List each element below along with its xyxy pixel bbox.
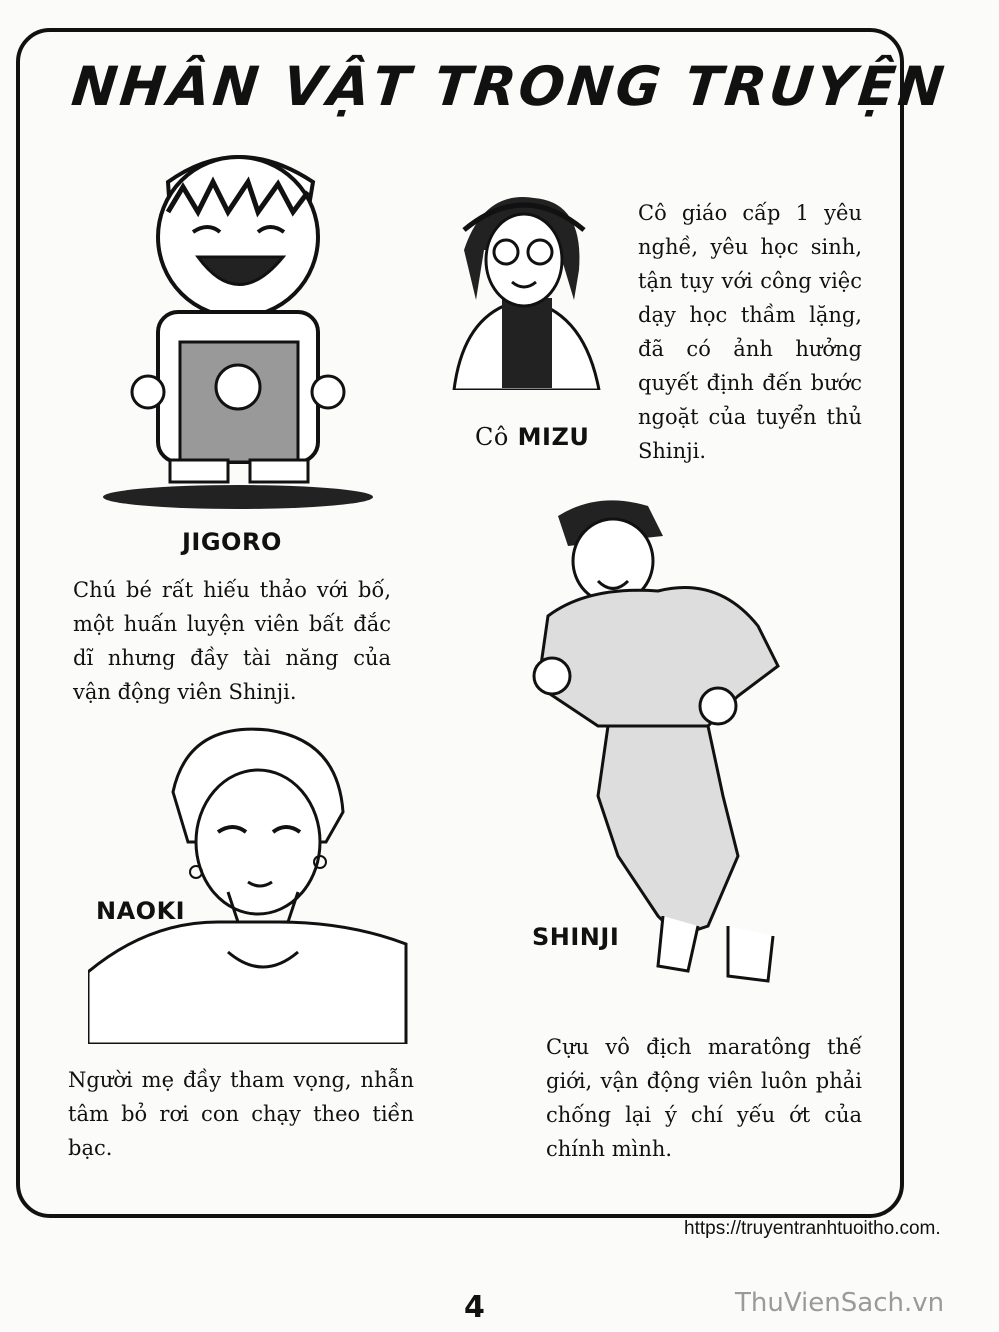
mizu-name-text: MIZU <box>517 423 590 451</box>
shinji-description: Cựu vô địch maratông thế giới, vận động viên luôn phải chống lại ý chí yếu ớt của chính mình. <box>546 1035 862 1161</box>
jigoro-description: Chú bé rất hiếu thảo với bố, một huấn luyện viên bất đắc dĩ nhưng đầy tài năng của vận động viên Shinji. <box>73 578 391 704</box>
naoki-description: Người mẹ đầy tham vọng, nhẫn tâm bỏ rơi con chạy theo tiền bạc. <box>68 1068 414 1160</box>
shinji-name: SHINJI <box>532 923 620 951</box>
source-url[interactable]: https://truyentranhtuoitho.com. <box>684 1218 941 1239</box>
naoki-illustration <box>88 722 408 1044</box>
mizu-description: Cô giáo cấp 1 yêu nghề, yêu học sinh, tận tụy với công việc dạy học thầm lặng, đã có ảnh hưởng quyết định đến bước ngoặt của tuyển thủ Shinji. <box>638 201 862 463</box>
naoki-name: NAOKI <box>96 897 186 925</box>
mizu-name <box>475 423 589 451</box>
page-number: 4 <box>464 1290 485 1325</box>
mizu-illustration <box>424 190 624 390</box>
jigoro-illustration <box>98 142 378 512</box>
jigoro-name: JIGORO <box>182 528 282 556</box>
mizu-name-prefix: Cô <box>475 423 509 451</box>
watermark: ThuVienSach.vn <box>735 1288 945 1318</box>
page-title: NHÂN VẬT TRONG TRUYỆN <box>68 55 950 118</box>
